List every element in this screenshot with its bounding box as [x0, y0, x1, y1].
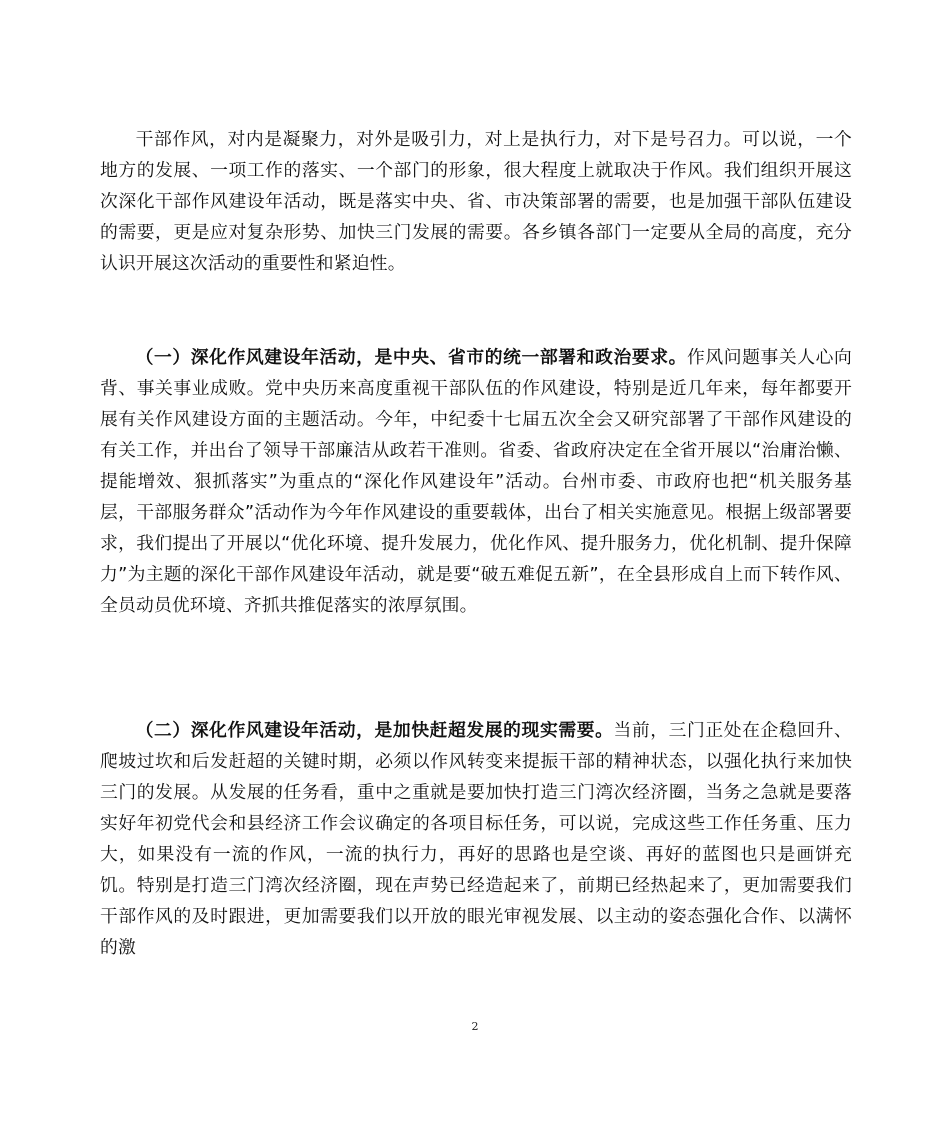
- paragraph-lead: （一）深化作风建设年活动，是中央、省市的统一部署和政治要求。: [135, 347, 687, 368]
- paragraph-body: 当前，三门正处在企稳回升、爬坡过坎和后发赶超的关键时期，必须以作风转变来提振干部的精神状态，以强化执行来加快三门的发展。从发展的任务看，重中之重就是要加快打造三门湾次经济圈，当务之急就是要落实好年初党代会和县经济工作会议确定的各项目标任务，可以说，完成这些工作任务重、压力大，如果没有一流的作风，一流的执行力，再好的思路也是空谈、再好的蓝图也只是画饼充饥。特别是打造三门湾次经济圈，现在声势已经造起来了，前期已经热起来了，更加需要我们干部作风的及时跟进，更加需要我们以开放的眼光审视发展、以主动的姿态强化合作、以满怀的激: [100, 720, 853, 958]
- paragraph-section-two: [100, 715, 852, 963]
- paragraph-body: 作风问题事关人心向背、事关事业成败。党中央历来高度重视干部队伍的作风建设，特别是近几年来，每年都要开展有关作风建设方面的主题活动。今年，中纪委十七届五次全会又研究部署了干部作风建设的有关工作，并出台了领导干部廉洁从政若干准则。省委、省政府决定在全省开展以“治庸治懒、提能增效、狠抓落实”为重点的“深化作风建设年”活动。台州市委、市政府也把“机关服务基层，干部服务群众”活动作为今年作风建设的重要载体，出台了相关实施意见。根据上级部署要求，我们提出了开展以“优化环境、提升发展力，优化作风、提升服务力，优化机制、提升保障力”为主题的深化干部作风建设年活动，就是要“破五难促五新”，在全县形成自上而下转作风、全员动员优环境、齐抓共推促落实的浓厚氛围。: [100, 347, 852, 616]
- page-number: 2: [471, 1020, 479, 1033]
- paragraph-intro: [100, 124, 852, 279]
- paragraph-body: 干部作风，对内是凝聚力，对外是吸引力，对上是执行力，对下是号召力。可以说，一个地方的发展、一项工作的落实、一个部门的形象，很大程度上就取决于作风。我们组织开展这次深化干部作风建设年活动，既是落实中央、省、市决策部署的需要，也是加强干部队伍建设的需要，更是应对复杂形势、加快三门发展的需要。各乡镇各部门一定要从全局的高度，充分认识开展这次活动的重要性和紧迫性。: [100, 129, 852, 274]
- paragraph-lead: （二）深化作风建设年活动，是加快赶超发展的现实需要。: [135, 720, 614, 741]
- paragraph-section-one: [100, 342, 852, 621]
